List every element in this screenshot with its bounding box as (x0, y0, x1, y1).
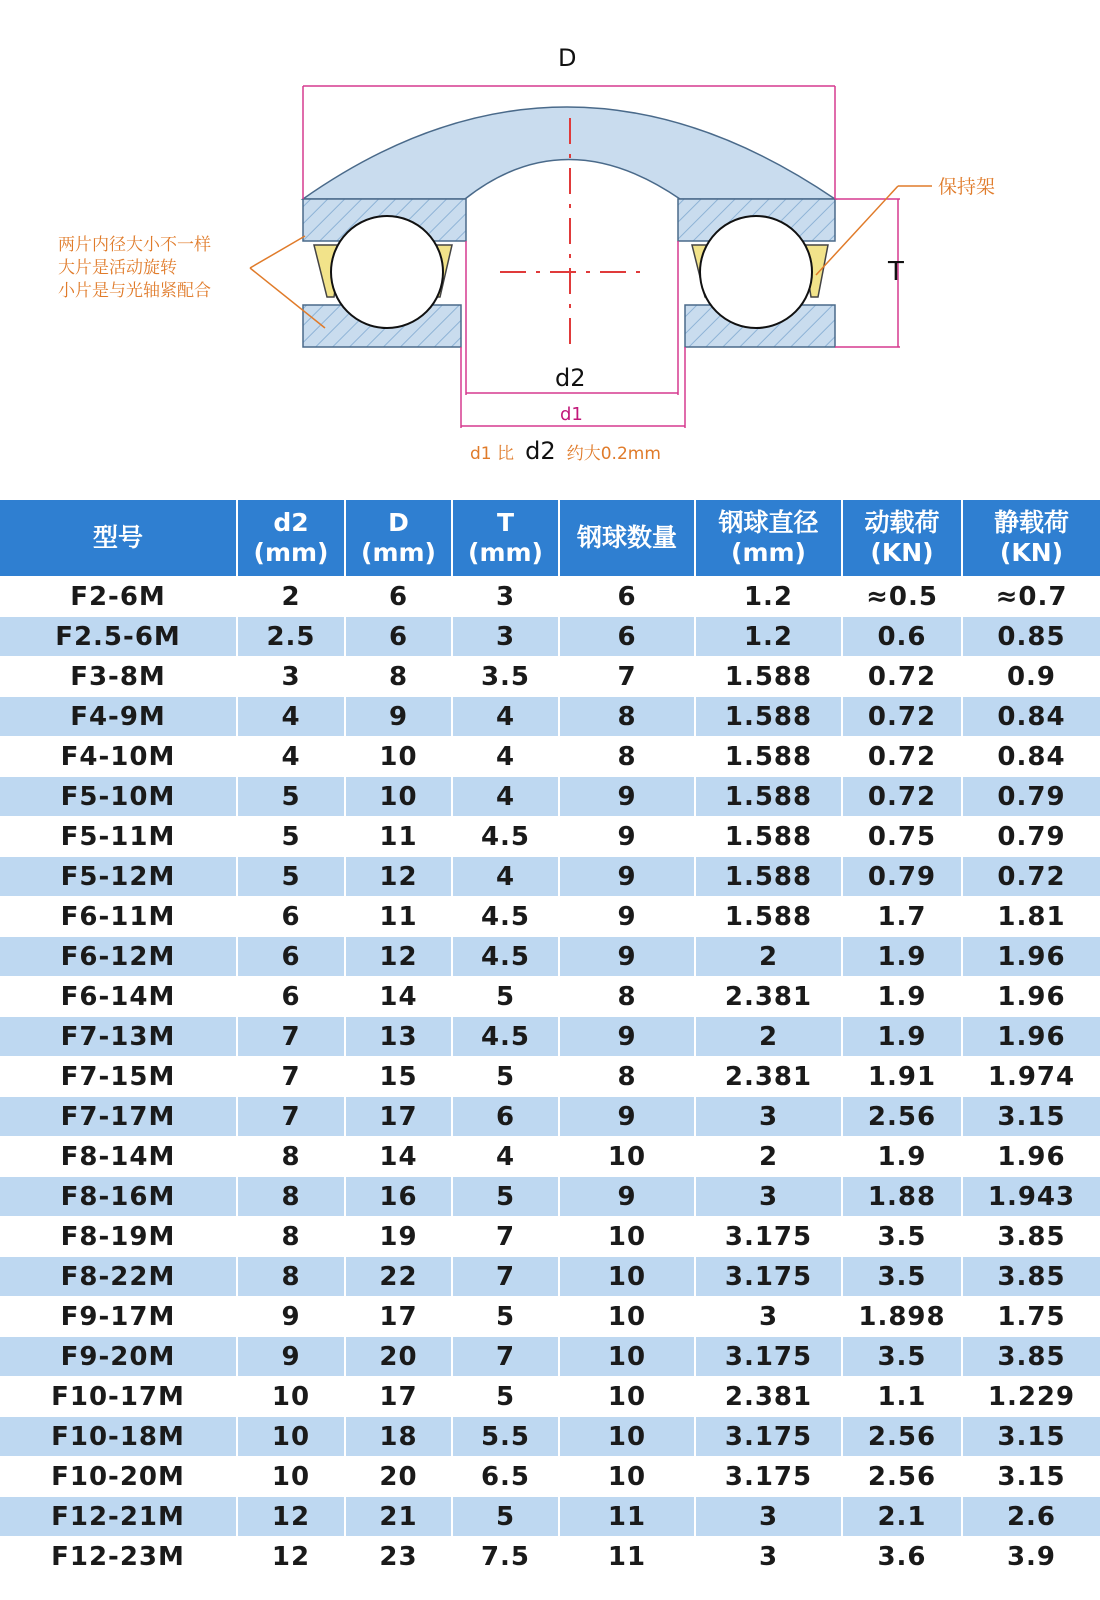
table-row (0, 697, 1100, 737)
table-cell: 3 (695, 1097, 842, 1137)
table-cell: 9 (237, 1337, 345, 1377)
table-cell: 1.943 (962, 1177, 1100, 1217)
model-cell: F8-19M (0, 1217, 237, 1257)
table-row (0, 1297, 1100, 1337)
table-cell: 9 (345, 697, 452, 737)
column-header-line: d2 (273, 508, 309, 537)
table-cell: 3 (695, 1497, 842, 1537)
column-header-line: 动载荷 (864, 508, 940, 537)
table-cell: 2.381 (695, 1057, 842, 1097)
column-header (842, 500, 962, 577)
table-cell: 4 (452, 777, 559, 817)
table-cell: 9 (559, 817, 695, 857)
table-cell: 9 (559, 1097, 695, 1137)
model-cell: F6-14M (0, 977, 237, 1017)
table-cell: 5 (452, 1177, 559, 1217)
note-line-1: 两片内径大小不一样 (58, 235, 211, 255)
bearing-spec-table (0, 500, 1100, 1576)
table-cell: 0.9 (962, 657, 1100, 697)
table-cell: 1.229 (962, 1377, 1100, 1417)
table-cell: 1.96 (962, 1017, 1100, 1057)
dimension-d2-label: d2 (555, 364, 586, 392)
column-header-line: (KN) (999, 538, 1064, 567)
table-cell: 3 (695, 1537, 842, 1577)
table-cell: 5 (452, 1497, 559, 1537)
table-cell: 3.5 (842, 1217, 962, 1257)
table-cell: 17 (345, 1097, 452, 1137)
table-cell: 3.15 (962, 1417, 1100, 1457)
table-cell: 10 (559, 1257, 695, 1297)
table-cell: 3.9 (962, 1537, 1100, 1577)
table-cell: 1.96 (962, 977, 1100, 1017)
table-cell: 12 (345, 857, 452, 897)
table-cell: 3.6 (842, 1537, 962, 1577)
column-header (452, 500, 559, 577)
model-cell: F2.5-6M (0, 617, 237, 657)
table-cell: 1.81 (962, 897, 1100, 937)
table-cell: 1.9 (842, 1017, 962, 1057)
table-cell: 1.974 (962, 1057, 1100, 1097)
table-cell: 10 (559, 1457, 695, 1497)
table-cell: 11 (559, 1537, 695, 1577)
table-cell: 10 (345, 737, 452, 777)
table-cell: 2.56 (842, 1457, 962, 1497)
table-cell: 20 (345, 1337, 452, 1377)
table-cell: 10 (559, 1137, 695, 1177)
table-cell: 1.75 (962, 1297, 1100, 1337)
table-cell: 7 (237, 1057, 345, 1097)
table-cell: 2 (695, 1017, 842, 1057)
model-cell: F7-17M (0, 1097, 237, 1137)
table-cell: 3.15 (962, 1457, 1100, 1497)
table-cell: 9 (559, 937, 695, 977)
table-cell: 0.79 (842, 857, 962, 897)
table-cell: 3.175 (695, 1417, 842, 1457)
table-cell: 8 (237, 1257, 345, 1297)
table-cell: 9 (237, 1297, 345, 1337)
table-cell: 5 (452, 1377, 559, 1417)
model-cell: F8-22M (0, 1257, 237, 1297)
table-cell: 1.9 (842, 937, 962, 977)
table-row (0, 1337, 1100, 1377)
caption-pre: d1 比 (470, 444, 515, 464)
table-row (0, 937, 1100, 977)
dimension-d1-label: d1 (560, 404, 583, 425)
model-cell: F7-13M (0, 1017, 237, 1057)
table-cell: 8 (559, 737, 695, 777)
table-row (0, 1457, 1100, 1497)
table-cell: ≈0.7 (962, 577, 1100, 617)
column-header (237, 500, 345, 577)
table-cell: 5 (237, 777, 345, 817)
model-cell: F6-11M (0, 897, 237, 937)
table-cell: 13 (345, 1017, 452, 1057)
table-cell: 10 (559, 1337, 695, 1377)
table-cell: 20 (345, 1457, 452, 1497)
table-row (0, 777, 1100, 817)
table-cell: 2.1 (842, 1497, 962, 1537)
table-cell: 0.79 (962, 777, 1100, 817)
column-header-line: T (496, 508, 515, 537)
table-row (0, 977, 1100, 1017)
model-cell: F4-9M (0, 697, 237, 737)
table-cell: 11 (345, 897, 452, 937)
steel-ball-left (331, 216, 443, 328)
table-cell: 0.72 (842, 657, 962, 697)
table-cell: 8 (559, 977, 695, 1017)
table-cell: 18 (345, 1417, 452, 1457)
column-header-line: (mm) (361, 538, 436, 567)
table-cell: 4 (237, 697, 345, 737)
table-row (0, 897, 1100, 937)
column-header-line: (mm) (253, 538, 329, 567)
table-cell: 22 (345, 1257, 452, 1297)
table-cell: 1.91 (842, 1057, 962, 1097)
table-cell: 14 (345, 977, 452, 1017)
table-cell: 6 (237, 897, 345, 937)
table-cell: 5.5 (452, 1417, 559, 1457)
table-cell: 0.72 (842, 737, 962, 777)
table-row (0, 1377, 1100, 1417)
table-cell: 7 (559, 657, 695, 697)
table-cell: 9 (559, 1177, 695, 1217)
diagram-caption (470, 437, 661, 465)
note-line-3: 小片是与光轴紧配合 (58, 281, 211, 301)
table-row (0, 1537, 1100, 1577)
table-cell: 7.5 (452, 1537, 559, 1577)
table-cell: 4.5 (452, 937, 559, 977)
column-header-line: D (388, 508, 409, 537)
table-cell: 7 (452, 1257, 559, 1297)
dimension-D-label: D (558, 44, 577, 72)
table-cell: 5 (237, 817, 345, 857)
table-cell: 1.588 (695, 697, 842, 737)
table-cell: 3.5 (842, 1257, 962, 1297)
table-cell: 3 (452, 577, 559, 617)
model-cell: F9-17M (0, 1297, 237, 1337)
table-cell: 7 (237, 1017, 345, 1057)
table-cell: 3.85 (962, 1257, 1100, 1297)
table-cell: 0.72 (962, 857, 1100, 897)
table-cell: 1.2 (695, 577, 842, 617)
caption-d2: d2 (525, 437, 556, 465)
table-row (0, 1017, 1100, 1057)
column-header (345, 500, 452, 577)
table-cell: 4.5 (452, 817, 559, 857)
table-cell: 10 (237, 1457, 345, 1497)
table-cell: 21 (345, 1497, 452, 1537)
table-cell: 8 (237, 1137, 345, 1177)
note-line-2: 大片是活动旋转 (58, 258, 177, 278)
table-cell: 3.5 (842, 1337, 962, 1377)
table-row (0, 1217, 1100, 1257)
table-cell: 6 (237, 937, 345, 977)
table-cell: 9 (559, 1017, 695, 1057)
table-cell: 3.175 (695, 1457, 842, 1497)
table-cell: 9 (559, 857, 695, 897)
table-cell: 12 (237, 1497, 345, 1537)
table-cell: 6 (559, 617, 695, 657)
table-row (0, 1137, 1100, 1177)
table-cell: 0.72 (842, 697, 962, 737)
table-cell: ≈0.5 (842, 577, 962, 617)
table-cell: 4 (237, 737, 345, 777)
table-cell: 8 (559, 697, 695, 737)
table-cell: 0.79 (962, 817, 1100, 857)
table-cell: 9 (559, 897, 695, 937)
model-cell: F8-16M (0, 1177, 237, 1217)
model-cell: F8-14M (0, 1137, 237, 1177)
model-cell: F12-21M (0, 1497, 237, 1537)
table-row (0, 657, 1100, 697)
table-cell: 1.898 (842, 1297, 962, 1337)
table-cell: 5 (452, 1297, 559, 1337)
table-cell: 1.588 (695, 897, 842, 937)
table-cell: 4.5 (452, 1017, 559, 1057)
table-cell: 2.6 (962, 1497, 1100, 1537)
table-cell: 6 (345, 577, 452, 617)
table-cell: 3.15 (962, 1097, 1100, 1137)
table-cell: 10 (559, 1217, 695, 1257)
table-cell: 3 (452, 617, 559, 657)
table-cell: 2.5 (237, 617, 345, 657)
table-cell: 1.588 (695, 857, 842, 897)
table-cell: 19 (345, 1217, 452, 1257)
model-cell: F7-15M (0, 1057, 237, 1097)
model-cell: F10-17M (0, 1377, 237, 1417)
table-cell: 7 (452, 1337, 559, 1377)
table-row (0, 617, 1100, 657)
model-cell: F9-20M (0, 1337, 237, 1377)
table-cell: 17 (345, 1377, 452, 1417)
column-header (962, 500, 1100, 577)
table-cell: 10 (237, 1377, 345, 1417)
cage-callout-label: 保持架 (938, 176, 996, 198)
column-header-line: (mm) (731, 538, 806, 567)
table-body (0, 577, 1100, 1577)
table-cell: 3.175 (695, 1257, 842, 1297)
table-cell: 2.381 (695, 977, 842, 1017)
table-cell: 0.84 (962, 737, 1100, 777)
table-cell: 10 (237, 1417, 345, 1457)
table-cell: 7 (237, 1097, 345, 1137)
column-header (0, 500, 237, 577)
table-row (0, 817, 1100, 857)
table-cell: 1.88 (842, 1177, 962, 1217)
table-cell: 2 (237, 577, 345, 617)
column-header-line: (mm) (468, 538, 543, 567)
table-cell: 17 (345, 1297, 452, 1337)
table-header-row (0, 500, 1100, 577)
bearing-cross-section-diagram (0, 0, 1100, 490)
table-cell: 1.1 (842, 1377, 962, 1417)
table-cell: 11 (345, 817, 452, 857)
table-cell: 12 (345, 937, 452, 977)
table-cell: 8 (237, 1217, 345, 1257)
model-cell: F4-10M (0, 737, 237, 777)
column-header-line: 钢球直径 (718, 508, 819, 537)
caption-post: 约大0.2mm (566, 444, 661, 464)
table-cell: 1.96 (962, 1137, 1100, 1177)
table-row (0, 1497, 1100, 1537)
table-cell: 4.5 (452, 897, 559, 937)
table-cell: 0.84 (962, 697, 1100, 737)
steel-ball-right (700, 216, 812, 328)
model-cell: F5-11M (0, 817, 237, 857)
column-header-line: 型号 (92, 523, 143, 552)
table-cell: 0.6 (842, 617, 962, 657)
table-cell: 2.56 (842, 1417, 962, 1457)
table-cell: 3 (237, 657, 345, 697)
table-cell: 1.7 (842, 897, 962, 937)
table-cell: 12 (237, 1537, 345, 1577)
table-cell: 1.588 (695, 657, 842, 697)
table-cell: 1.9 (842, 977, 962, 1017)
model-cell: F10-20M (0, 1457, 237, 1497)
table-cell: 6 (452, 1097, 559, 1137)
dimension-T-label: T (888, 257, 904, 287)
table-cell: 8 (559, 1057, 695, 1097)
table-cell: 6 (237, 977, 345, 1017)
table-cell: 5 (452, 1057, 559, 1097)
table-cell: 4 (452, 1137, 559, 1177)
table-row (0, 1097, 1100, 1137)
table-cell: 8 (345, 657, 452, 697)
table-cell: 3.85 (962, 1337, 1100, 1377)
table-cell: 10 (559, 1417, 695, 1457)
table-cell: 1.588 (695, 777, 842, 817)
table-cell: 23 (345, 1537, 452, 1577)
table-cell: 5 (237, 857, 345, 897)
table-cell: 3.175 (695, 1217, 842, 1257)
model-cell: F3-8M (0, 657, 237, 697)
table-cell: 10 (345, 777, 452, 817)
table-cell: 0.72 (842, 777, 962, 817)
table-cell: 1.2 (695, 617, 842, 657)
table-row (0, 857, 1100, 897)
table-cell: 1.588 (695, 737, 842, 777)
column-header-line: 钢球数量 (576, 523, 677, 552)
table-cell: 3 (695, 1297, 842, 1337)
table-cell: 9 (559, 777, 695, 817)
table-cell: 11 (559, 1497, 695, 1537)
table-cell: 3.85 (962, 1217, 1100, 1257)
table-cell: 16 (345, 1177, 452, 1217)
table-cell: 2.56 (842, 1097, 962, 1137)
table-cell: 2 (695, 937, 842, 977)
table-row (0, 1177, 1100, 1217)
table-cell: 6 (345, 617, 452, 657)
table-cell: 3.5 (452, 657, 559, 697)
table-cell: 5 (452, 977, 559, 1017)
table-cell: 10 (559, 1377, 695, 1417)
table-cell: 4 (452, 737, 559, 777)
column-header-line: 静载荷 (993, 508, 1069, 537)
table-cell: 7 (452, 1217, 559, 1257)
table-cell: 2.381 (695, 1377, 842, 1417)
model-cell: F2-6M (0, 577, 237, 617)
model-cell: F6-12M (0, 937, 237, 977)
model-cell: F10-18M (0, 1417, 237, 1457)
table-cell: 0.85 (962, 617, 1100, 657)
table-cell: 1.9 (842, 1137, 962, 1177)
table-cell: 3 (695, 1177, 842, 1217)
table-row (0, 737, 1100, 777)
table-cell: 4 (452, 697, 559, 737)
model-cell: F12-23M (0, 1537, 237, 1577)
table-cell: 1.96 (962, 937, 1100, 977)
table-cell: 2 (695, 1137, 842, 1177)
column-header (695, 500, 842, 577)
table-cell: 3.175 (695, 1337, 842, 1377)
model-cell: F5-12M (0, 857, 237, 897)
table-cell: 4 (452, 857, 559, 897)
column-header-line: (KN) (870, 538, 934, 567)
table-cell: 10 (559, 1297, 695, 1337)
table-row (0, 1257, 1100, 1297)
table-row (0, 1057, 1100, 1097)
table-row (0, 1417, 1100, 1457)
table-cell: 15 (345, 1057, 452, 1097)
table-cell: 14 (345, 1137, 452, 1177)
table-cell: 0.75 (842, 817, 962, 857)
table-cell: 1.588 (695, 817, 842, 857)
column-header (559, 500, 695, 577)
table-row (0, 577, 1100, 617)
table-cell: 6.5 (452, 1457, 559, 1497)
table-cell: 8 (237, 1177, 345, 1217)
table-cell: 6 (559, 577, 695, 617)
model-cell: F5-10M (0, 777, 237, 817)
